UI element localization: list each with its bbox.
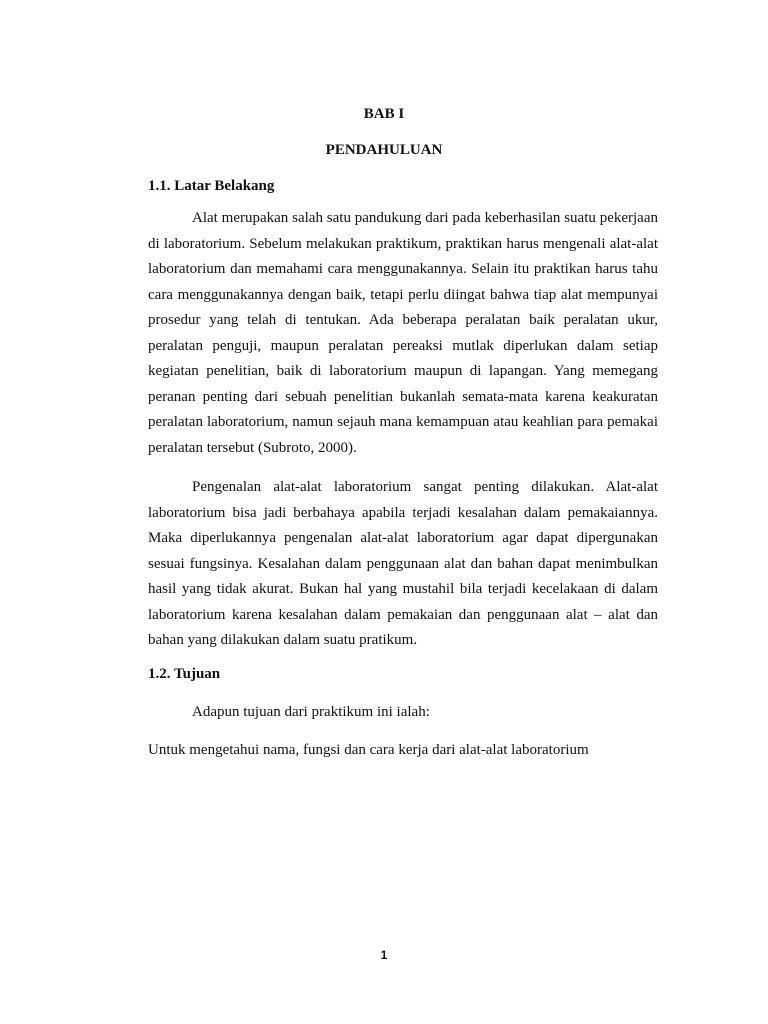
page-number: 1 [380, 948, 388, 962]
objective-statement: Untuk mengetahui nama, fungsi dan cara kerja dari alat-alat laboratorium [148, 742, 589, 758]
objective-intro: Adapun tujuan dari praktikum ini ialah: [192, 704, 430, 720]
section-heading-tujuan: 1.2. Tujuan [148, 666, 221, 682]
paragraph-background-2: Pengenalan alat-alat laboratorium sangat penting dilakukan. Alat-alat laboratorium bisa jadi berbahaya apabila terjadi kesalahan dalam pemakaiannya. Maka diperlukannya pengenalan alat-alat laboratorium agar dapat dipergunakan sesuai fungsinya. Kesalahan dalam penggunaan alat dan bahan dapat menimbulkan hasil yang tidak akurat. Bukan hal yang mustahil bila terjadi kecelakaan di dalam laboratorium karena kesalahan dalam pemakaian dan penggunaan alat – alat dan bahan yang dilakukan dalam suatu pratikum. [148, 479, 658, 648]
chapter-title: PENDAHULUAN [325, 142, 443, 158]
paragraph-background-1: Alat merupakan salah satu pandukung dari pada keberhasilan suatu pekerjaan di laboratorium. Sebelum melakukan praktikum, praktikan harus mengenali alat-alat laboratorium dan memahami cara menggunakannya. Selain itu praktikan harus tahu cara menggunakannya dengan baik, tetapi perlu diingat bahwa tiap alat mempunyai prosedur yang telah di tentukan. Ada beberapa peralatan baik peralatan ukur, peralatan penguji, maupun peralatan pereaksi mutlak diperlukan dalam setiap kegiatan penelitian, baik di laboratorium maupun di lapangan. Yang memegang peranan penting dari sebuah penelitian bukanlah semata-mata karena keakuratan peralatan laboratorium, namun sejauh mana kemampuan atau keahlian para pemakai peralatan tersebut (Subroto, 2000). [148, 210, 658, 456]
section-heading-latar-belakang: 1.1. Latar Belakang [148, 178, 275, 194]
chapter-label: BAB I [363, 106, 405, 122]
